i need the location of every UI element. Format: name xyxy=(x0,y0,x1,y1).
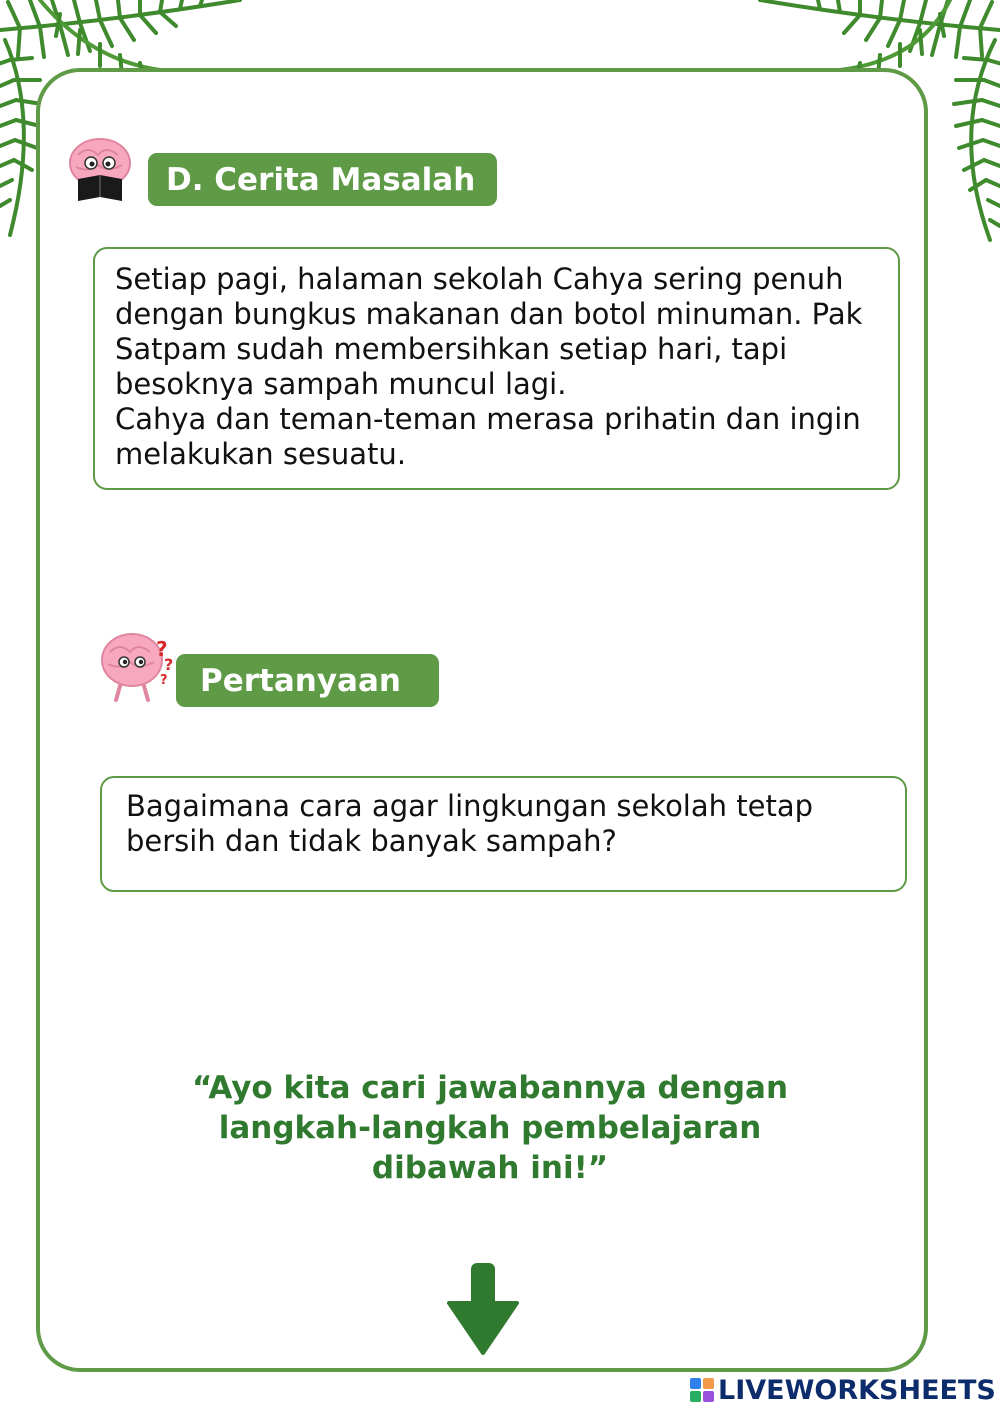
encouragement-quote: “Ayo kita cari jawabannya dengan langkah-langkah pembelajaran dibawah ini!” xyxy=(191,1070,789,1186)
question-box: Bagaimana cara agar lingkungan sekolah tetap bersih dan tidak banyak sampah? xyxy=(100,776,907,892)
section-title-cerita-masalah: D. Cerita Masalah xyxy=(148,153,497,206)
liveworksheets-logo-icon xyxy=(690,1378,714,1402)
brand-text: LIVEWORKSHEETS xyxy=(718,1374,996,1406)
brain-reading-book-icon xyxy=(64,135,136,205)
section-title-pertanyaan: Pertanyaan xyxy=(176,654,439,707)
svg-text:?: ? xyxy=(160,673,168,688)
story-box: Setiap pagi, halaman sekolah Cahya sering penuh dengan bungkus makanan dan botol minuman. Pak Satpam sudah membersihkan setiap hari, tapi besoknya sampah muncul lagi. Cahya dan teman-teman merasa prihatin dan ingin melakukan sesuatu. xyxy=(93,247,900,490)
svg-text:?: ? xyxy=(164,655,174,674)
brain-thinking-question-icon xyxy=(98,630,178,704)
svg-text:?: ? xyxy=(156,637,168,661)
liveworksheets-brand[interactable] xyxy=(690,1373,996,1407)
arrow-down-icon xyxy=(447,1261,519,1357)
